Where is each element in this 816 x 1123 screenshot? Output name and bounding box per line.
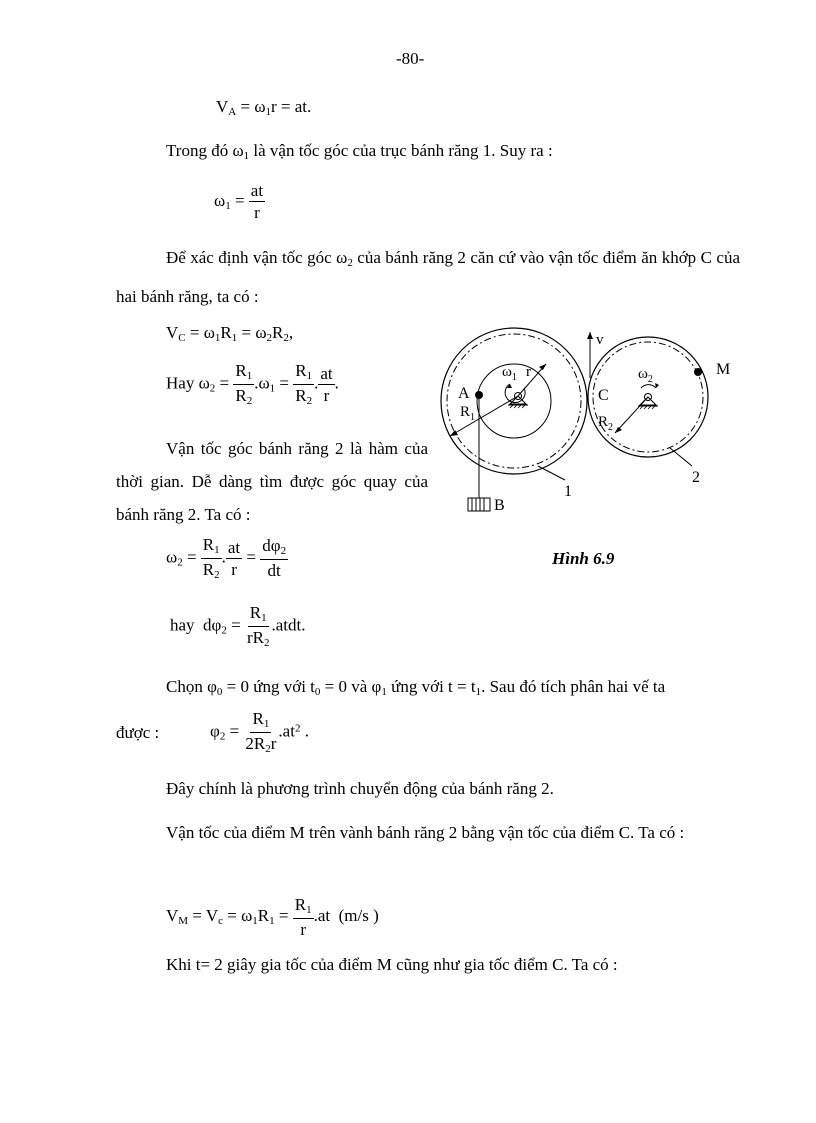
equation-phi2: $\varphi_2$ = $\frac{R_1}{2R_2r}$ $.at^2$ . bbox=[210, 709, 309, 755]
equation-va: $V_A = \omega_1r$ = at. bbox=[216, 97, 312, 118]
figure-caption: Hình 6.9 bbox=[552, 549, 615, 568]
label-duoc: được : bbox=[116, 723, 160, 742]
label-omega1: $\omega_1$ bbox=[502, 364, 517, 383]
motion-equation-text: Đây chính là phương trình chuyển động của bánh răng 2. bbox=[166, 779, 554, 798]
gear1-leader bbox=[538, 466, 565, 480]
point-M bbox=[694, 368, 702, 376]
paragraph-chon: Chọn $\varphi_0 = 0$ ứng với $t_0 = 0$ và $\varphi_1$ ứng với $t = t_1$. Sau đó tích phân hai vế ta bbox=[166, 677, 666, 698]
label-B: B bbox=[494, 497, 505, 514]
equation-vc: $V_C = \omega_1R_1 = \omega_2R_2$, bbox=[166, 323, 294, 344]
gear-figure bbox=[430, 318, 760, 528]
final-line: Khi t= 2 giây gia tốc của điểm M cũng như gia tốc điểm C. Ta có : bbox=[166, 955, 618, 974]
omega2-arc bbox=[641, 385, 656, 388]
radius-R2-arrow bbox=[615, 397, 648, 433]
label-M: M bbox=[716, 361, 731, 378]
label-A: A bbox=[458, 385, 470, 402]
label-R1: $R_1$ bbox=[460, 404, 476, 423]
label-r: r bbox=[526, 364, 531, 380]
gear2-pivot bbox=[638, 394, 658, 410]
equation-omega2-dphi: $\omega_2$ = $\frac{R_1}{R_2}$ . $\frac{at}{r}$ = $\frac{d\varphi_2}{dt}$ bbox=[166, 535, 287, 581]
equation-vm: $V_M = V_c = \omega_1R_1$ = $\frac{R_1}{r}$ .at (m/s ) bbox=[166, 895, 379, 939]
paragraph-omega2: Để xác định vận tốc góc $\omega_2$ của bánh răng 2 căn cứ vào vận tốc điểm ăn khớp C của hai bánh răng, ta có : bbox=[116, 248, 740, 306]
label-omega2: $\omega_2$ bbox=[638, 366, 653, 385]
equation-omega1: $\omega_1$ = $\frac{at}{r}$ bbox=[214, 181, 264, 222]
label-v: v bbox=[596, 332, 604, 348]
label-C: C bbox=[598, 387, 609, 404]
page-number: -80- bbox=[396, 49, 425, 68]
label-R2: $R_2$ bbox=[598, 414, 614, 433]
weight-B bbox=[468, 498, 490, 511]
paragraph-vm: Vận tốc của điểm M trên vành bánh răng 2 bằng vận tốc của điểm C. Ta có : bbox=[166, 823, 685, 842]
gear2-leader bbox=[670, 448, 692, 466]
omega1-intro-text: Trong đó $\omega_1$ là vận tốc góc của trục bánh răng 1. Suy ra : bbox=[166, 141, 553, 162]
paragraph-time: Vận tốc góc bánh răng 2 là hàm của thời gian. Dễ dàng tìm được góc quay của bánh răng 2. Ta có : bbox=[116, 439, 428, 524]
equation-dphi2: hay $d\varphi_2$ = $\frac{R_1}{rR_2}$ .atdt. bbox=[170, 603, 306, 649]
label-gear2: 2 bbox=[692, 469, 700, 486]
label-gear1: 1 bbox=[564, 483, 572, 500]
equation-omega2-ratio: Hay $\omega_2$ = $\frac{R_1}{R_2}$ $.\omega_1$ = $\frac{R_1}{R_2}$ . $\frac{at}{r}$ . bbox=[166, 361, 339, 407]
